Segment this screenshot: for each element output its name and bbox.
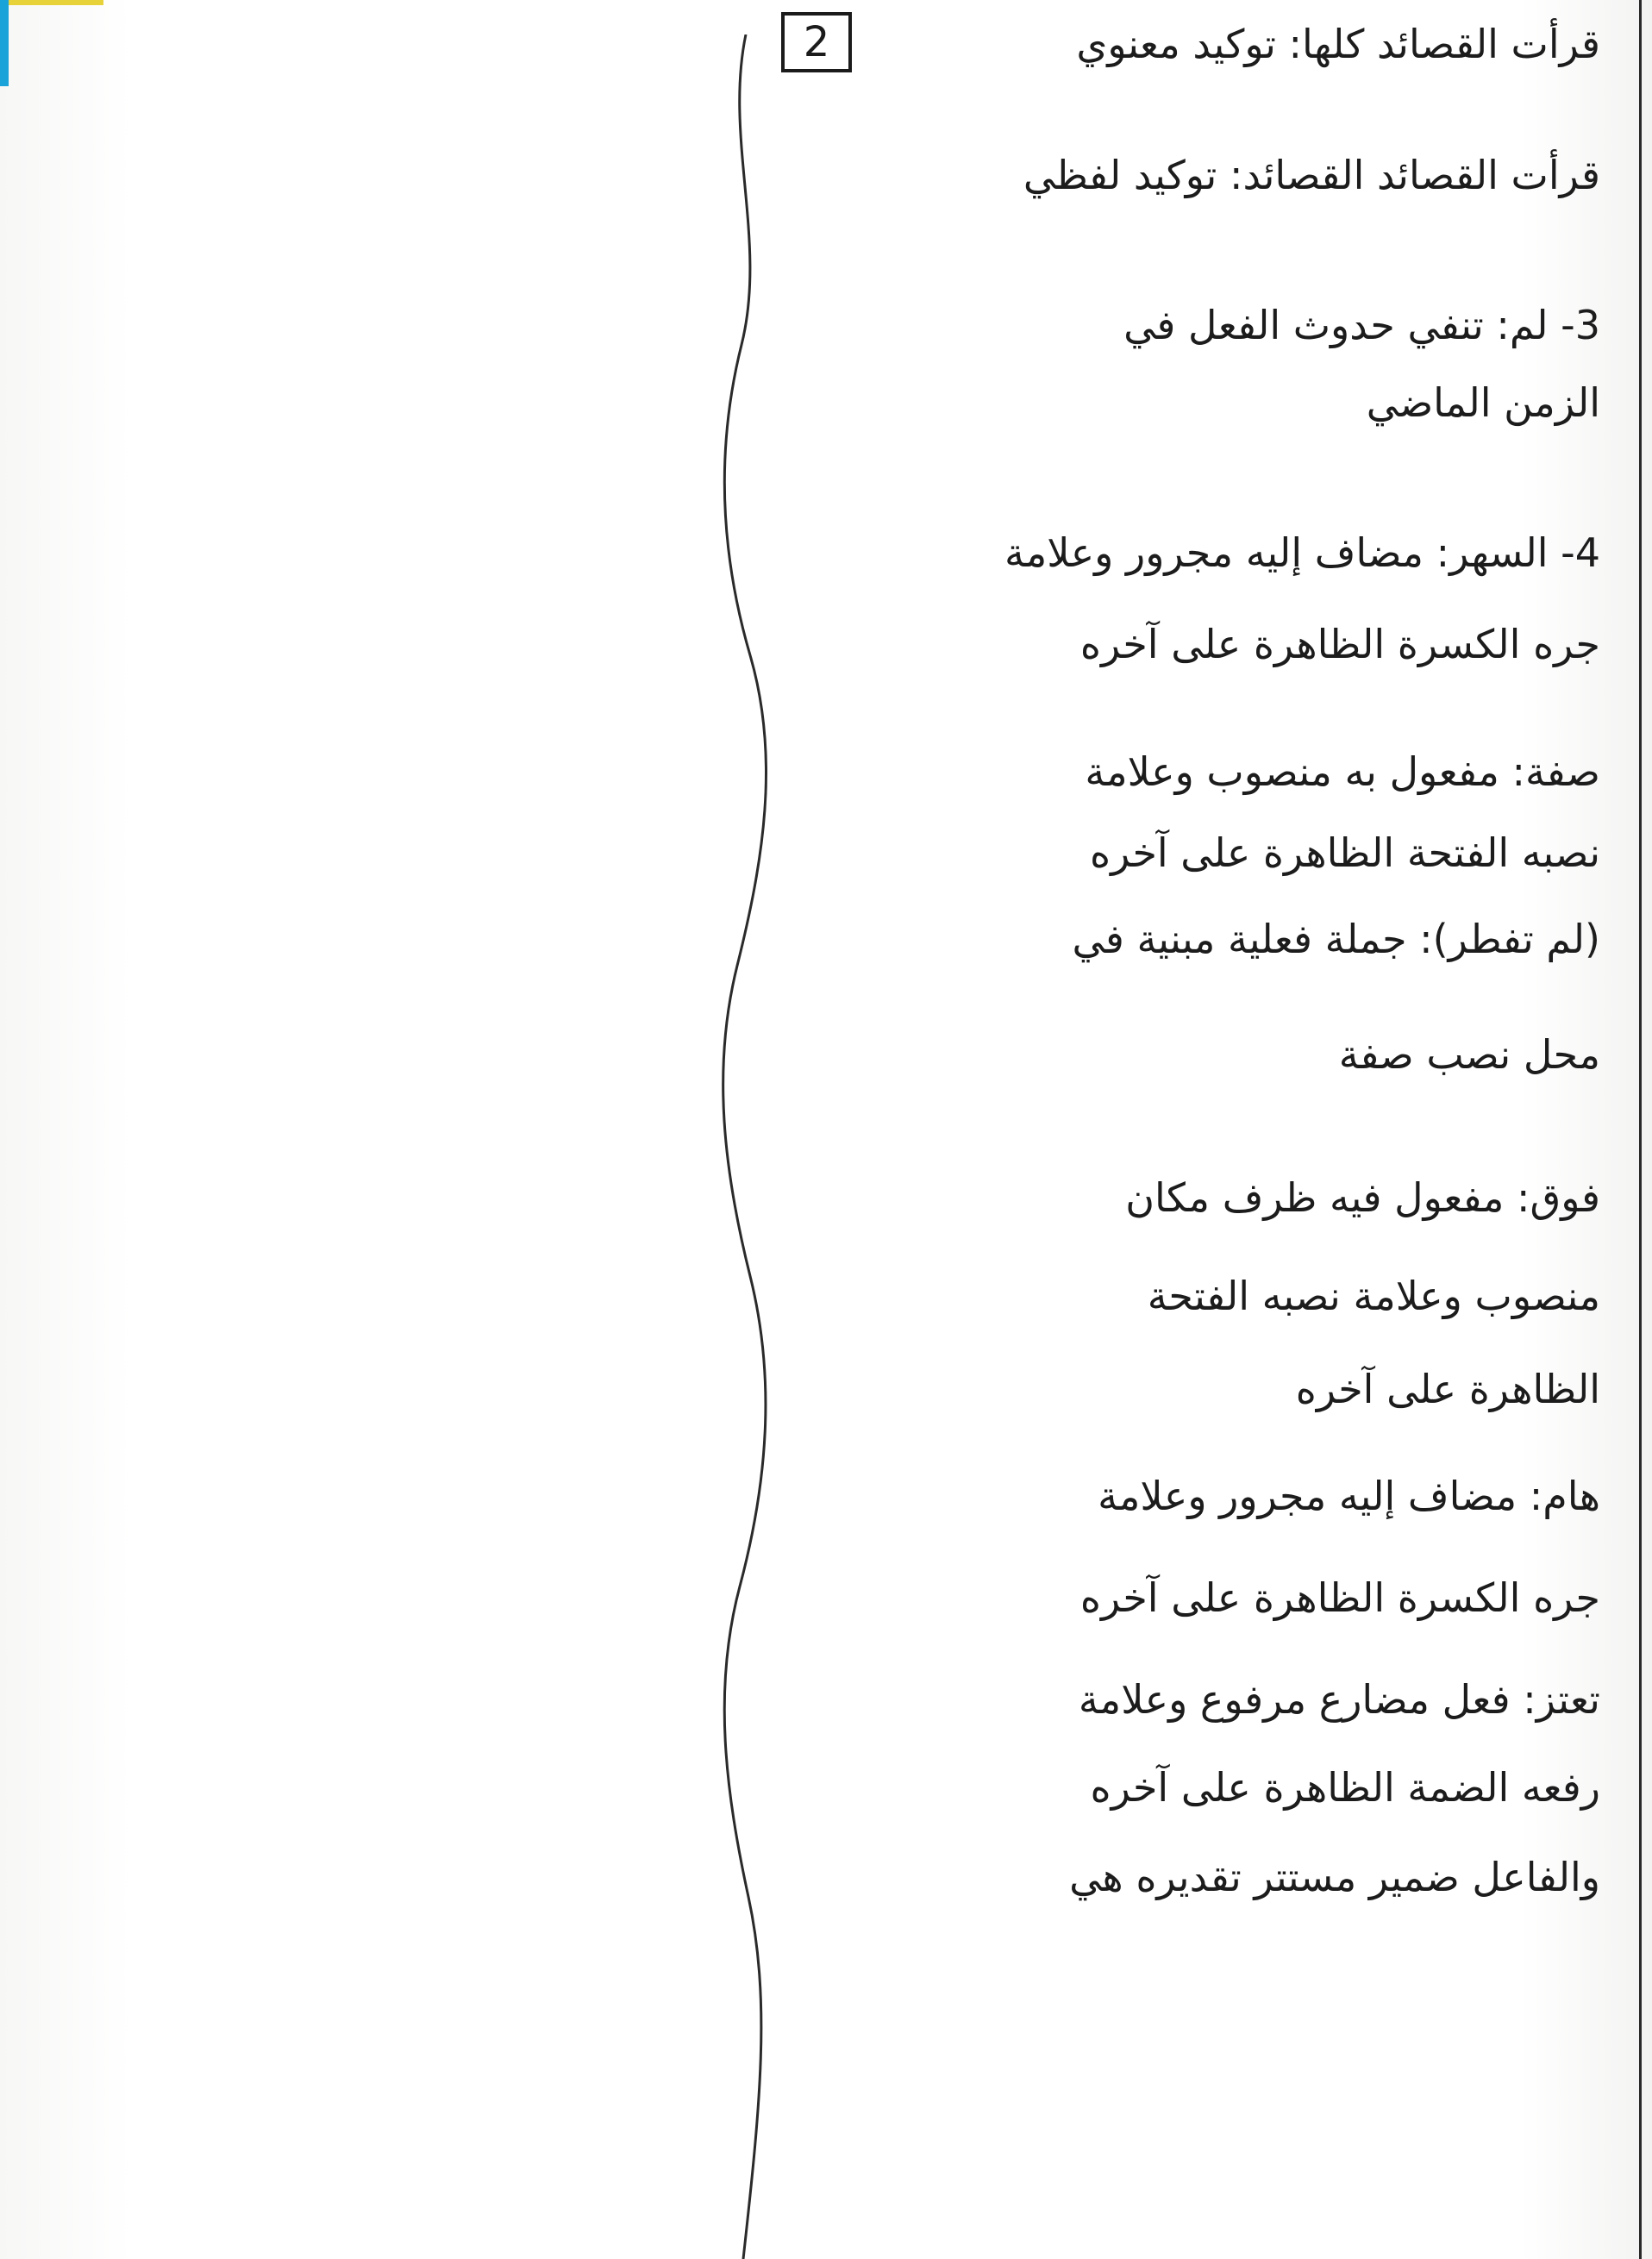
answer-line: (لم تفطر): جملة فعلية مبنية في (1072, 916, 1600, 962)
answer-line: 3- لم: تنفي حدوث الفعل في (1123, 302, 1600, 348)
margin-line (707, 34, 776, 2259)
answer-line: هام: مضاف إليه مجرور وعلامة (1098, 1473, 1600, 1519)
answer-line: منصوب وعلامة نصبه الفتحة (1147, 1273, 1600, 1319)
answer-line: الظاهرة على آخره (1295, 1366, 1600, 1412)
answer-line: نصبه الفتحة الظاهرة على آخره (1089, 829, 1600, 876)
answer-line: صفة: مفعول به منصوب وعلامة (1085, 748, 1600, 795)
corner-yellow-mark (0, 0, 103, 5)
answer-line: جره الكسرة الظاهرة على آخره (1079, 621, 1600, 667)
page-right-edge (1639, 0, 1642, 2259)
answer-line: فوق: مفعول فيه ظرف مكان (1125, 1174, 1600, 1221)
corner-blue-mark (0, 0, 9, 86)
answer-line: قرأت القصائد القصائد: توكيد لفظي (1023, 152, 1600, 198)
answer-line: جره الكسرة الظاهرة على آخره (1079, 1574, 1600, 1621)
answer-line: تعتز: فعل مضارع مرفوع وعلامة (1078, 1676, 1600, 1723)
answer-line: قرأت القصائد كلها: توكيد معنوي (1076, 21, 1600, 67)
answer-line: والفاعل ضمير مستتر تقديره هي (1069, 1854, 1600, 1900)
answer-line: 4- السهر: مضاف إليه مجرور وعلامة (1004, 529, 1600, 576)
answer-line: الزمن الماضي (1366, 379, 1600, 426)
page-number-box: 2 (781, 12, 852, 72)
answer-line: محل نصب صفة (1338, 1031, 1600, 1078)
answer-line: رفعه الضمة الظاهرة على آخره (1090, 1764, 1600, 1811)
